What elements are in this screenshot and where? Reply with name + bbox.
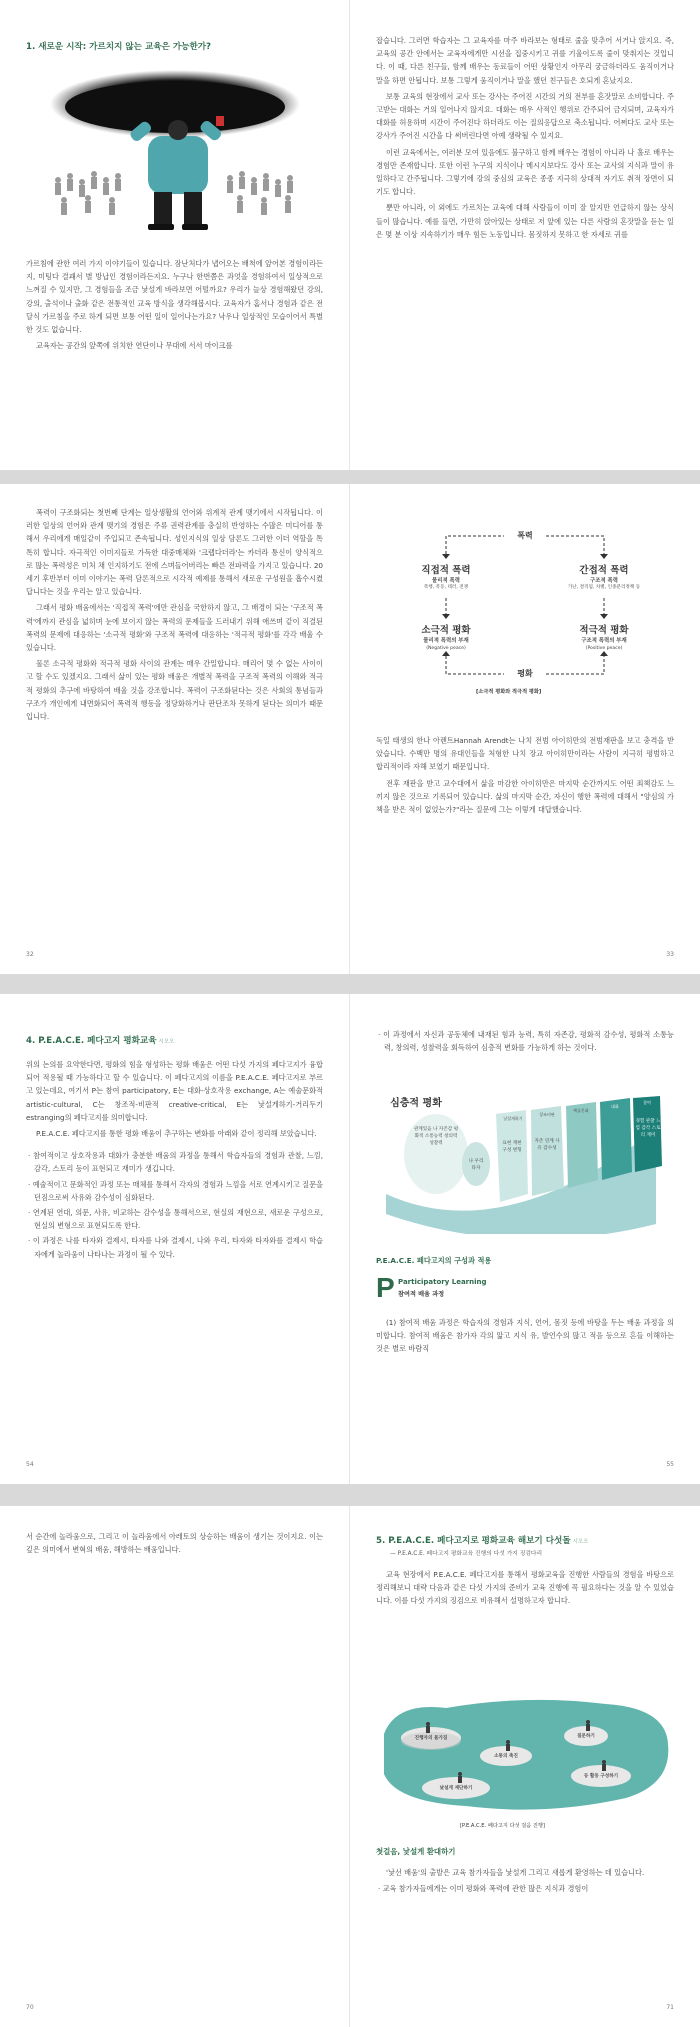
peace-fan-diagram	[376, 1084, 674, 1234]
fan-band-art: 예술문화	[573, 1108, 589, 1113]
page-right	[350, 0, 700, 470]
page-left	[0, 994, 350, 1484]
diagram-caption: [소극적 평화와 적극적 평화]	[476, 689, 542, 695]
fan-title: 심층적 평화	[390, 1098, 442, 1109]
bullet-item: · 예술적이고 문화적인 과정 또는 매체를 통해서 각자의 경험과 느낌을 서로 연계시키고 질문을 던짐으로써 사유와 감수성이 심화된다.	[28, 1179, 323, 1202]
positive-peace-en: (Positive peace)	[585, 646, 623, 651]
stone-label-1: 진행자의 몸가짐	[414, 1736, 448, 1741]
paragraph: 위의 논의를 요약한다면, 평화의 힘을 형성하는 평화 배움은 어떤 다섯 가지의 페다고지가 융합되어 적용될 때 가능하다고 할 수 있습니다. 이 페다고지의 이름을 P.E.A.C.E. 페다고지로 부르고 있는데요, 여기서 P는 참여 participatory, E는 대화-상호작용 exchange, A는 예술문화적 artistic-cultural, C는 창조적-비판적 creative-critical, E는 낯설게하기-거리두기 estranging의 페다고지를 의미합니다.	[26, 1060, 323, 1122]
positive-peace-title: 적극적 평화	[579, 625, 629, 636]
page-right	[350, 1506, 700, 2027]
paragraph: (1) 참여적 배움 과정은 학습자의 경험과 지식, 언어, 몸짓 등에 바탕을 두는 배움 과정을 의미합니다. 참여적 배움은 참가자 각의 앎고 지식 유, 발언수의 많고 적음 등으로 흔들 이해하는 것은 별로 바람직	[376, 1318, 674, 1354]
section-heading: 1. 새로운 시작: 가르치지 않는 교육은 가능한가?	[26, 42, 212, 52]
paragraph: 서 순간에 놀라움으로, 그리고 이 놀라움에서 아레토의 상승하는 배움이 생기는 것이지요. 이는 깊은 의미에서 변혁의 배움, 해방하는 배움입니다.	[26, 1532, 323, 1555]
page-left	[0, 1506, 350, 2027]
stepping-stones-illustration	[376, 1694, 674, 1814]
page-left	[0, 0, 350, 470]
spread-1	[0, 0, 700, 470]
page-number: 55	[666, 1461, 674, 1468]
direct-violence-examples: 폭행, 폭동, 테러, 전쟁	[423, 585, 469, 590]
indirect-violence-title: 간접적 폭력	[579, 565, 629, 576]
fan-band-creative: 창조비판	[539, 1112, 555, 1117]
fan-connect: 자존 연계 사유 감수성	[534, 1139, 560, 1151]
bullet-item: · 이 과정에서 자신과 공동체에 내재된 힘과 능력, 특히 자존감, 평화적 감수성, 평화적 소통능력, 창의력, 성찰력을 회득하여 심층적 변화를 가능하게 하는 것이다.	[378, 1030, 674, 1053]
heading-text: 5. P.E.A.C.E. 페다고지로 평화교육 해보기 다섯돌	[376, 1536, 571, 1546]
paragraph: P.E.A.C.E. 페다고지를 통한 평화 배움이 추구하는 변화를 아래와 같이 정리해 보았습니다.	[36, 1129, 317, 1139]
subheading: 첫걸음, 낯설게 환대하기	[376, 1847, 456, 1856]
stone-label-3: 질문하기	[577, 1734, 595, 1739]
body-text	[376, 1028, 674, 1056]
paragraph: 보통 교육의 현장에서 교사 또는 강사는 주어진 시간의 거의 전부를 혼잣말로 소비합니다. 주고받는 대화는 거의 일어나지 않지요. 대화는 매우 사적인 행위로 간주되어 금지되며, 교육자가 대화를 허용하며 시간이 주어진다 하더라도 이는 질의응답으로 축소됩니다. 어쩌다도 교사 또는 강사가 주어진 시간을 다 써버린다면 아예 생략될 수 있지요.	[376, 91, 674, 141]
subheading: P.E.A.C.E. 페다고지의 구성과 적용	[376, 1256, 492, 1265]
page-number: 54	[26, 1461, 34, 1468]
paragraph: 교육자는 공간의 앞쪽에 위치한 연단이나 무대에 서서 마이크를	[36, 341, 233, 351]
dropcap-korean: 참여적 배움 과정	[398, 1291, 445, 1298]
body-text	[26, 257, 323, 355]
fan-experience: 경험 관찰 느낌 감각 스토리 재미	[635, 1119, 661, 1138]
indirect-violence-examples: 가난, 결격됨, 차별, 인종분리정책 등	[567, 585, 641, 590]
direct-violence-sub: 물리적 폭력	[432, 578, 460, 584]
direct-violence-title: 직접적 폭력	[421, 565, 471, 576]
body-text	[376, 734, 674, 819]
bullet-item: · 참여적이고 상호작용과 대화가 충분한 배움의 과정을 통해서 학습자들의 경험과 관찰, 느낌, 감각, 스토리 등이 표현되고 재미가 생깁니다.	[28, 1151, 323, 1174]
bullet-item: · 교육 참가자들에게는 이미 평화와 폭력에 관한 많은 지식과 경험이	[378, 1884, 589, 1894]
paragraph: 가르침에 관한 여러 가지 이야기들이 있습니다. 잠난처다가 냅어오는 배척에 앞어본 경험이라든지, 미팅다 결괘서 별 방납인 경험이라든지요. 누구나 한번쯤은 과엇을 경험하여서 일상적으로 느껴질 수 있지만, 그 경험들을 조금 낯설게 바라보면 어떨까요? 우리가 늘상 경험해왔던 강의, 강의, 출석이나 출화 같은 전통적인 교육 방식을 생각해봅시다. 교육자가 홈서나 경험과 같은 전달식 가르침을 주로 하게 되면 보통 어떤 일이 일어나는가요? 낙우나 일상적인 모습이어서 특별한 것도 없습니다.	[26, 259, 323, 335]
negative-peace-en: (Negative peace)	[426, 646, 466, 651]
heading-sub: 시오오	[572, 1539, 589, 1545]
dropcap-letter: P	[376, 1272, 395, 1303]
positive-peace-sub: 구조적 폭력의 부재	[581, 638, 627, 644]
paragraph: 전후 재판을 받고 교수대에서 삶을 마감한 아이히만은 마지막 순간까지도 어떤 죄책감도 느끼지 않은 것으로 기록되어 있습니다. 삶의 마지막 순간, 자신이 행한 폭력에 대해서 "양심의 가책을 받은 적이 없었는가?"라는 질문에 그는 이렇게 대답했습니다.	[376, 778, 674, 815]
stone-label-5: 등 활동 구성하기	[583, 1774, 619, 1779]
heading-sub: 시오오	[158, 1039, 175, 1045]
paragraph: 독일 태생의 한나 아렌트Hannah Arendt는 나치 전범 아이히만의 전범재판을 보고 충격을 받았습니다. 수백만 명의 유대인들을 처형한 나치 장교 아이히만이라는 사람이 지극히 평범하고 합리적이라 자해 보였기 때문입니다.	[376, 736, 674, 772]
illustration-caption: [P.E.A.C.E. 페다고지 다섯 걸음 진행]	[460, 1823, 545, 1829]
body-text	[26, 1058, 323, 1263]
paragraph: '낯선 배움'의 출발은 교육 참가자들을 낯설게 그리고 새롭게 환영하는 데 있습니다.	[386, 1868, 645, 1877]
stone-label-2: 소통의 축진	[494, 1754, 518, 1759]
fan-self-other: 나 우리 타자	[468, 1159, 484, 1171]
body-text	[376, 1568, 674, 1611]
page-right	[350, 484, 700, 974]
fan-band-dialogue: 대화	[611, 1104, 619, 1109]
page-number: 33	[666, 951, 674, 958]
paragraph: 물론 소극적 평화와 적극적 평화 사이의 관계는 매우 간밀합니다. 매리어 몇 수 없는 사이이고 할 수도 있겠지요. 그래서 삶이 있는 평화 배움은 개별적 폭력을 구조적 폭력의 이해와 적극적 평화의 추구에 바탕하여 배울 것을 강조합니다. 폭력이 구조화된다는 것은 사회의 통념들과 구조가 개인에게 내면화되어 폭력적 행동을 정당화하거나 판단조차 못하게 된다는 의미가 때문입니다.	[26, 659, 323, 722]
dropcap-block	[376, 1272, 674, 1306]
spread-4	[0, 1506, 700, 2027]
fan-express: 표현 재현 구성 변형	[502, 1141, 522, 1153]
body-text	[26, 1530, 323, 1559]
body-text	[376, 1866, 674, 1897]
page-number: 71	[666, 2004, 674, 2011]
bullet-item: · 이 과정은 나를 타자와 결제시, 타자를 나와 결제시, 나와 우리, 타자와 타자와를 결제시 학습자에게 놀라움이 나타나는 과정이 될 수 있다.	[28, 1236, 323, 1259]
heading-text: 4. P.E.A.C.E. 페다고지 평화교육	[26, 1036, 157, 1046]
fan-band-participate: 참여	[643, 1100, 651, 1105]
paragraph: 잡습니다. 그러면 학습자는 그 교육자를 마주 바라보는 형태로 줄을 맞추어 서거나 앉지요. 즉, 교육의 공간 안에서는 교육자에게만 시선을 집중시키고 귀를 기울이도록 줄이 맞춰지는 것입니다. 이 때, 다른 친구들, 함께 배우는 동료들이 어떤 상황인지 아무리 궁금하더라도 움직이거나 말을 하면 안됩니다. 보통 그렇게 움직이거나 말을 했던 친구들은 호되게 혼났지요.	[376, 36, 674, 85]
fan-band-estrange: 낯설게하기	[503, 1116, 523, 1121]
paragraph: 이런 교육에서는, 여러분 모여 있음에도 불구하고 함께 배우는 경험이 아니라 나 홀로 배우는 경험만 존재합니다. 또한 이런 누구의 지식이나 메시지보다도 강사 또는 교사의 지식과 말이 유일하다고 간주됩니다. 그렇기에 강의 중심의 교육은 종종 지극히 상대적 자기도 취적 장면이 되기도 합니다.	[376, 147, 674, 197]
diagram-bottom-label: 평화	[517, 669, 533, 678]
paragraph: 교육 현장에서 P.E.A.C.E. 페다고지를 통해서 평화교육을 진행한 사람들의 경험을 바탕으로 정리해보니 대략 다음과 같은 다섯 가지의 준비가 교육 진행에 꼭 필요하다는 것을 알 수 있었습니다. 이를 다섯 가지의 징검으로 비유해서 설명하고자 합니다.	[376, 1570, 674, 1606]
body-text	[26, 506, 323, 726]
fan-core-text: 관계있음 나 자존감 평화적 소통능력 창의력 성찰력	[413, 1127, 459, 1146]
section-heading	[376, 1534, 589, 1546]
crowd-illustration	[40, 62, 310, 232]
spread-2	[0, 484, 700, 974]
page-number: 32	[26, 951, 34, 958]
paragraph: 뿐만 아니라, 이 외에도 가르치는 교육에 대해 사람들이 이미 잘 알지만 언급하지 않는 상식들이 많습니다. 예를 들면, 가만히 앉아있는 상태로 저 앞에 있는 다른 사람의 혼잣말을 듣는 일은 몇 분 이상 지속하기가 매우 힘든 노동입니다. 몸짓하지 못하고 한 자세로 귀를	[376, 203, 674, 239]
indirect-violence-sub: 구조적 폭력	[590, 578, 618, 584]
stone-label-4: 낯설게 재단하기	[439, 1786, 473, 1791]
paragraph: 그래서 평화 배움에서는 '직접적 폭력'에만 관심을 국한하지 않고, 그 배경이 되는 '구조적 폭력'에까지 관심을 넓히며 눈에 보이지 않는 폭력의 문제들을 드러내기 위해 애쓰며 같이 직결된 폭력의 문제에 대응하는 '소극적 평화'와 구조적 폭력에 대응하는 '적극적 평화'를 각각 배울 수 있습니다.	[26, 603, 323, 653]
violence-peace-diagram	[376, 518, 674, 718]
bullet-item: · 연계된 연대, 의문, 사유, 비교하는 감수성을 통해서으로, 현실의 재현으로, 새로운 구성으로, 현실의 변형으로 표현되도록 한다.	[28, 1208, 323, 1231]
page-left	[0, 484, 350, 974]
negative-peace-title: 소극적 평화	[421, 625, 471, 636]
section-subtitle: — P.E.A.C.E. 페다고지 평화교육 진행의 다섯 가지 징검다리	[390, 1551, 543, 1557]
paragraph: 폭력이 구조화되는 첫번째 단계는 일상생활의 언어와 위계적 관계 맺기에서 시작됩니다. 이러한 일상의 언어와 관계 맺기의 경험은 주류 권력관계를 충실히 반영하는 수많은 미디어를 통해서 우리에게 매일같이 주입되고 존속됩니다. 성인지식의 일상 담론도 그러한 이더 역할을 톡톡히 합니다. 자극적인 이미지들로 가득한 대중매체와 '크랩다더라'는 카더라 통신이 양식적으로 많는 폭력성은 미처 채 인지하기도 전에 스며들어버리는 빠른 전파력을 가지고 있습니다. 20세기 후반부터 이미 이야기는 폭력 담론적으로 시각적 예제를 통해서 새로운 구성원을 흡수시켰답니다는 것을 우리는 알고 있습니다.	[26, 508, 323, 597]
diagram-top-label: 폭력	[517, 531, 533, 540]
page-number: 70	[26, 2004, 34, 2011]
negative-peace-sub: 물리적 폭력의 부재	[423, 638, 469, 644]
body-text	[376, 34, 674, 244]
spread-3	[0, 994, 700, 1484]
page-right	[350, 994, 700, 1484]
body-text	[376, 1316, 674, 1359]
dropcap-english: Participatory Learning	[398, 1278, 487, 1286]
section-heading	[26, 1034, 175, 1046]
